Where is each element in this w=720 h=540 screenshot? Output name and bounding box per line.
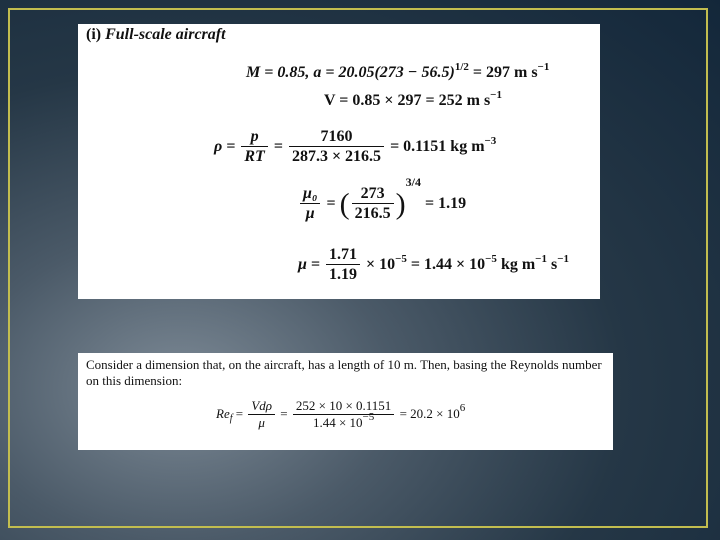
sound-speed-value: = 297 m s <box>472 64 538 81</box>
fraction-numerator: 273 <box>360 185 385 203</box>
fraction-numerator: Vdρ <box>251 398 273 413</box>
viscosity-unit: kg m <box>500 255 536 273</box>
fraction-numerator: 1.71 <box>329 246 358 263</box>
right-paren: ) <box>395 187 406 221</box>
reynolds-equation <box>216 399 465 431</box>
equals-sign: = <box>273 137 283 155</box>
fraction-denominator: 216.5 <box>352 203 394 223</box>
value-exponent: −5 <box>485 252 497 265</box>
fraction-denominator <box>293 410 394 431</box>
density-symbol: ρ = <box>214 137 236 155</box>
left-paren: ( <box>339 187 350 221</box>
density-value-fraction <box>289 128 384 167</box>
density-fraction <box>241 128 267 167</box>
denominator-exponent: −5 <box>362 410 375 423</box>
fraction-denominator: 1.19 <box>326 264 360 284</box>
viscosity-symbol: μ = <box>298 255 321 273</box>
viscosity-equation <box>298 246 569 285</box>
velocity-equation <box>324 89 502 110</box>
sqrt-exponent: 1/2 <box>454 61 469 73</box>
fraction-denominator: μ <box>248 414 275 431</box>
fraction-numerator: p <box>250 128 259 145</box>
equals-sign: = <box>235 405 244 421</box>
fraction-numerator: 7160 <box>320 128 353 145</box>
viscosity-ratio-value: = 1.19 <box>424 195 467 212</box>
velocity-value: V = 0.85 × 297 = 252 m s <box>324 92 491 109</box>
power-of-ten: × 10 <box>366 255 396 273</box>
reynolds-symbol: Re <box>216 405 230 421</box>
reynolds-value-fraction <box>293 399 394 431</box>
denominator-base: 1.44 × 10 <box>312 414 363 430</box>
equals-sign: = <box>280 405 288 421</box>
fraction-numerator: 252 × 10 × 0.1151 <box>295 398 392 413</box>
speed-of-sound: a = 20.05(273 − 56.5) <box>313 64 455 81</box>
power-exponent: −5 <box>395 252 407 265</box>
equals-sign: = <box>326 195 336 212</box>
section-number: (i) <box>86 26 102 43</box>
viscosity-unit-seconds: s <box>550 255 558 273</box>
fraction-numerator: μ₀ <box>303 185 318 203</box>
density-equation <box>214 128 496 167</box>
density-unit-exponent: −3 <box>484 134 497 147</box>
viscosity-value: = 1.44 × 10 <box>410 255 486 273</box>
reynolds-number-panel <box>78 353 613 450</box>
power-exponent: 3/4 <box>405 175 421 189</box>
unit-exponent: −1 <box>557 252 569 265</box>
reynolds-exponent: 6 <box>459 401 466 414</box>
fraction-denominator: 287.3 × 216.5 <box>289 146 384 166</box>
section-heading <box>86 26 226 44</box>
velocity-unit-exponent: −1 <box>490 89 502 101</box>
viscosity-ratio-equation <box>298 175 467 224</box>
fraction-denominator: RT <box>241 146 267 166</box>
temperature-ratio-fraction <box>352 185 394 224</box>
section-title: Full-scale aircraft <box>105 26 226 43</box>
mach-number: M = 0.85, <box>246 64 310 81</box>
density-value: = 0.1151 kg m <box>390 137 485 155</box>
unit-exponent: −1 <box>537 61 550 73</box>
fraction-denominator: μ <box>300 203 320 223</box>
reynolds-definition-fraction <box>248 399 275 431</box>
reynolds-value: = 20.2 × 10 <box>399 405 460 421</box>
unit-exponent: −1 <box>535 252 547 265</box>
viscosity-fraction <box>326 246 360 285</box>
aircraft-equations-panel <box>78 24 600 299</box>
mach-speed-equation <box>246 61 550 82</box>
reynolds-paragraph: Consider a dimension that, on the aircraft, has a length of 10 m. Then, basing the Reynolds number on this dimension: <box>86 357 602 388</box>
viscosity-ratio-fraction <box>300 185 320 224</box>
reynolds-subscript: f <box>229 412 233 424</box>
